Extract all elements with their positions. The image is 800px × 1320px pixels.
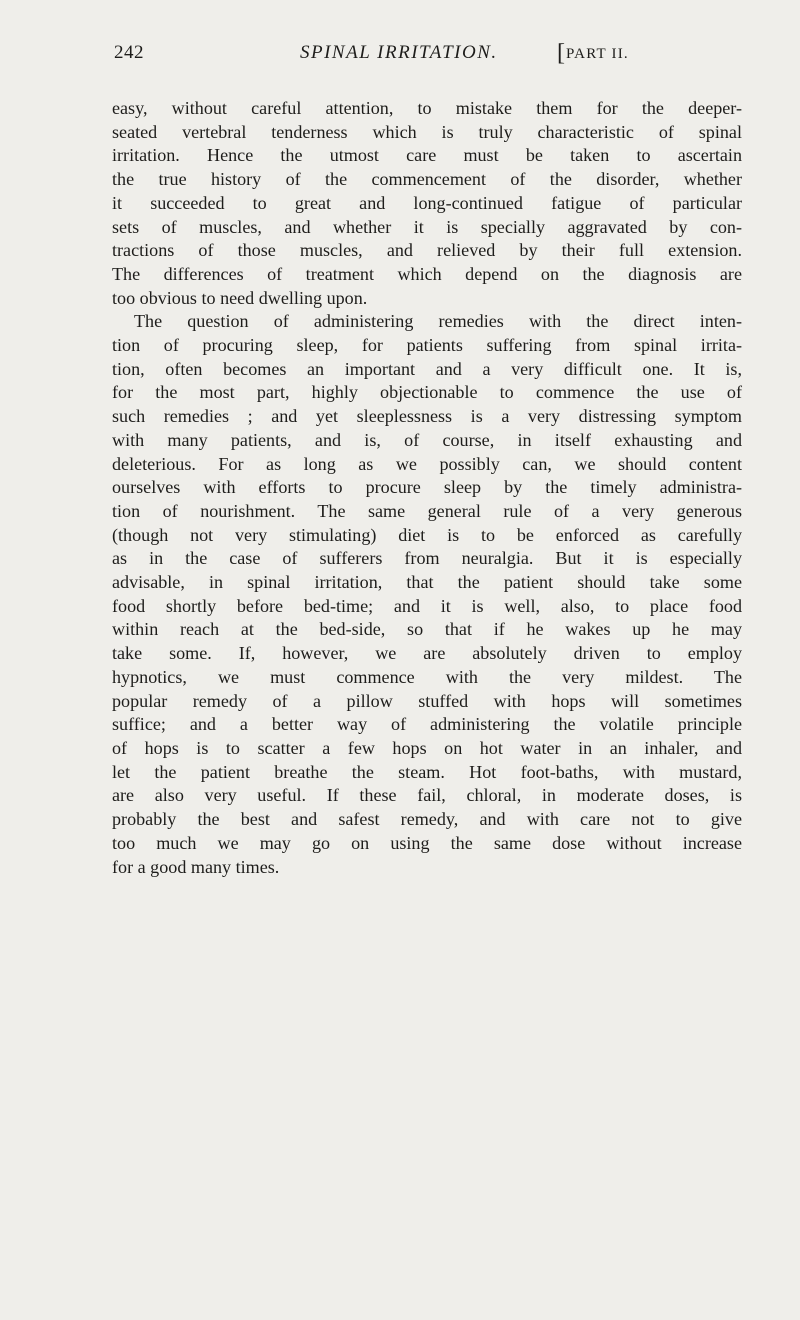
text-line: ourselves with efforts to procure sleep by the timely administra-: [112, 477, 742, 498]
part-label-text: PART II.: [566, 46, 629, 62]
text-line: the true history of the commencement of the disorder, whether: [112, 169, 742, 190]
text-line: popular remedy of a pillow stuffed with hops will sometimes: [112, 690, 742, 711]
text-line: with many patients, and is, of course, in itself exhausting and: [112, 429, 742, 450]
text-line: for a good many times.: [112, 856, 280, 877]
text-line: take some. If, however, we are absolutely driven to employ: [112, 643, 742, 664]
text-line: suffice; and a better way of administering the volatile principle: [112, 714, 742, 735]
text-line: tion of nourishment. The same general rule of a very generous: [112, 500, 742, 521]
body-text: [112, 97, 742, 879]
text-line: tractions of those muscles, and relieved by their full extension.: [112, 240, 742, 261]
text-line: tion, often becomes an important and a very difficult one. It is,: [112, 358, 742, 379]
text-line: deleterious. For as long as we possibly can, we should content: [112, 453, 742, 474]
text-line: (though not very stimulating) diet is to be enforced as carefully: [112, 524, 742, 545]
text-line: probably the best and safest remedy, and with care not to give: [112, 809, 742, 830]
part-label: [557, 40, 629, 67]
text-line: easy, without careful attention, to mistake them for the deeper-: [112, 98, 742, 118]
text-line: The differences of treatment which depend on the diagnosis are: [112, 263, 742, 284]
text-line: too much we may go on using the same dose without increase: [112, 832, 742, 853]
text-line: too obvious to need dwelling upon.: [112, 287, 368, 308]
text-line: within reach at the bed-side, so that if he wakes up he may: [112, 619, 742, 640]
text-line: as in the case of sufferers from neuralgia. But it is especially: [112, 548, 742, 569]
page-number: 242: [114, 42, 144, 63]
text-line: sets of muscles, and whether it is specially aggravated by con-: [112, 216, 742, 237]
text-line: such remedies ; and yet sleeplessness is a very distressing symptom: [112, 406, 742, 427]
text-line: seated vertebral tenderness which is truly characteristic of spinal: [112, 121, 742, 142]
text-line: The question of administering remedies with the direct inten-: [134, 311, 742, 332]
text-line: for the most part, highly objectionable to commence the use of: [112, 382, 742, 403]
running-header: [0, 42, 800, 72]
text-line: advisable, in spinal irritation, that the patient should take some: [112, 572, 742, 593]
text-line: food shortly before bed-time; and it is well, also, to place food: [112, 595, 742, 616]
text-line: are also very useful. If these fail, chloral, in moderate doses, is: [112, 785, 742, 806]
part-label-bracket: [: [557, 40, 566, 66]
text-line: it succeeded to great and long-continued fatigue of particular: [112, 192, 742, 213]
running-title: SPINAL IRRITATION.: [300, 42, 498, 63]
text-line: let the patient breathe the steam. Hot foot-baths, with mustard,: [112, 761, 742, 782]
text-line: irritation. Hence the utmost care must be taken to ascertain: [112, 145, 742, 166]
text-line: tion of procuring sleep, for patients suffering from spinal irrita-: [112, 335, 742, 356]
text-line: hypnotics, we must commence with the very mildest. The: [112, 666, 742, 687]
text-line: of hops is to scatter a few hops on hot water in an inhaler, and: [112, 737, 742, 758]
